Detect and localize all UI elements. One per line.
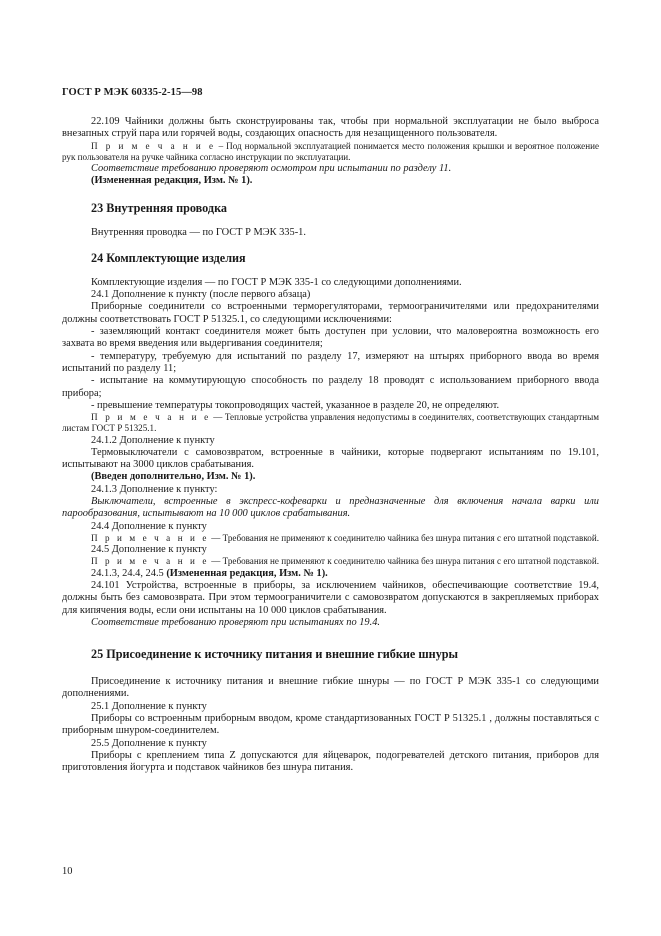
note-4 xyxy=(62,556,599,567)
paragraph-25: Присоединение к источнику питания и внешние гибкие шнуры — по ГОСТ Р МЭК 335-1 со следующими дополнениями. xyxy=(62,676,599,700)
section-23-heading: 23 Внутренняя проводка xyxy=(91,200,228,215)
list-item: - превышение температуры токопроводящих частей, указанное в разделе 20, не определяют. xyxy=(91,399,500,411)
clause-24-1-text: Приборные соединители со встроенными терморегуляторами, термоограничителями или предохранителями должны соответствовать ГОСТ Р 51325.1, со следующими исключениями: xyxy=(62,301,599,325)
clause-24-5: 24.5 Дополнение к пункту xyxy=(91,544,207,556)
page-number: 10 xyxy=(62,866,73,877)
note-3 xyxy=(62,533,599,544)
list-item: - заземляющий контакт соединителя может быть доступен при условии, что маловероятна возможность его захвата во время введения или выдергивания соединителя; xyxy=(62,326,599,350)
clause-25-1: 25.1 Дополнение к пункту xyxy=(91,700,207,712)
note-label: П р и м е ч а н и е xyxy=(91,556,210,567)
edition-label: (Измененная редакция, Изм. № 1). xyxy=(166,567,328,579)
document-body xyxy=(62,116,599,775)
clause-25-1-text: Приборы со встроенным приборным вводом, кроме стандартизованных ГОСТ Р 51325.1 , должны поставляться с приборным шнуром-соединителем. xyxy=(62,713,599,737)
clause-24-1-2-text: Термовыключатели с самовозвратом, встроенные в чайники, которые подвергают испытаниям по 19.101, испытывают на 3000 циклов срабатывания. xyxy=(62,446,599,471)
paragraph-22-109: 22.109 Чайники должны быть сконструированы так, чтобы при нормальной эксплуатации не было выброса внезапных струй пара или горячей воды, создающих опасность для незащищенного пользователя. xyxy=(62,116,599,140)
paragraph-24: Комплектующие изделия — по ГОСТ Р МЭК 335-1 со следующими дополнениями. xyxy=(91,276,462,288)
section-24-heading: 24 Комплектующие изделия xyxy=(91,250,246,265)
compliance-note-1: Соответствие требованию проверяют осмотром при испытании по разделу 11. xyxy=(91,163,452,174)
clause-24-1-2: 24.1.2 Дополнение к пункту xyxy=(91,434,215,446)
clause-24-1-3: 24.1.3 Дополнение к пункту: xyxy=(91,483,218,495)
clause-24-101: 24.101 Устройства, встроенные в приборы, за исключением чайников, обеспечивающие соответствие 19.4, должны быть без самовозврата. При этом термоограничители с самовозвратом допускаются в закрепляемых приборах для кипячения воды, если они испытаны на 10 000 циклов срабатывания. xyxy=(62,579,599,616)
document-header: ГОСТ Р МЭК 60335-2-15—98 xyxy=(62,87,203,98)
compliance-note-2: Соответствие требованию проверяют при испытаниях по 19.4. xyxy=(91,616,381,628)
clause-24-4: 24.4 Дополнение к пункту xyxy=(91,520,207,532)
list-item: - испытание на коммутирующую способность по разделу 18 проводят с использованием приборного ввода прибора; xyxy=(62,375,599,399)
document-page xyxy=(62,0,599,936)
note-text: — Требования не применяют к соединителю чайника без шнура питания с его штатной подставкой. xyxy=(209,556,599,567)
clause-24-1-3-text: Выключатели, встроенные в экспресс-кофеварки и предназначенные для включения начала варки или парообразования, испытывают на 10 000 циклов срабатывания. xyxy=(62,496,599,520)
note-text: — Тепловые устройства управления недопустимы в соединителях, соответствующих стандартным листам ГОСТ Р 51325.1. xyxy=(62,412,599,434)
note-text: – Под нормальной эксплуатацией понимается место положения крышки и вероятное положение рук пользователя на ручке чайника согласно инструкции по эксплуатации. xyxy=(62,140,599,162)
note-label: П р и м е ч а н и е xyxy=(91,412,211,423)
added-note-1: (Введен дополнительно, Изм. № 1). xyxy=(91,471,256,483)
note-1 xyxy=(62,141,599,163)
note-label: П р и м е ч а н и е xyxy=(91,532,210,543)
note-2 xyxy=(62,412,599,434)
paragraph-23: Внутренняя проводка — по ГОСТ Р МЭК 335-1. xyxy=(91,226,306,238)
edition-note-1: (Измененная редакция, Изм. № 1). xyxy=(91,175,253,187)
section-25-heading: 25 Присоединение к источнику питания и внешние гибкие шнуры xyxy=(91,647,459,662)
edition-clauses: 24.1.3, 24.4, 24.5 xyxy=(91,567,167,579)
clause-25-5: 25.5 Дополнение к пункту xyxy=(91,737,207,749)
note-text: — Требования не применяют к соединителю чайника без шнура питания с его штатной подставкой. xyxy=(209,532,599,543)
note-label: П р и м е ч а н и е xyxy=(91,140,216,151)
edition-note-2 xyxy=(62,568,599,580)
list-item: - температуру, требуемую для испытаний по разделу 17, измеряют на штырях приборного ввода во время испытаний по разделу 11; xyxy=(62,350,599,374)
clause-24-1: 24.1 Дополнение к пункту (после первого абзаца) xyxy=(91,289,311,301)
clause-25-5-text: Приборы с креплением типа Z допускаются для яйцеварок, подогревателей детского питания, приборов для приготовления йогурта и подставок чайников без шнура питания. xyxy=(62,749,599,774)
